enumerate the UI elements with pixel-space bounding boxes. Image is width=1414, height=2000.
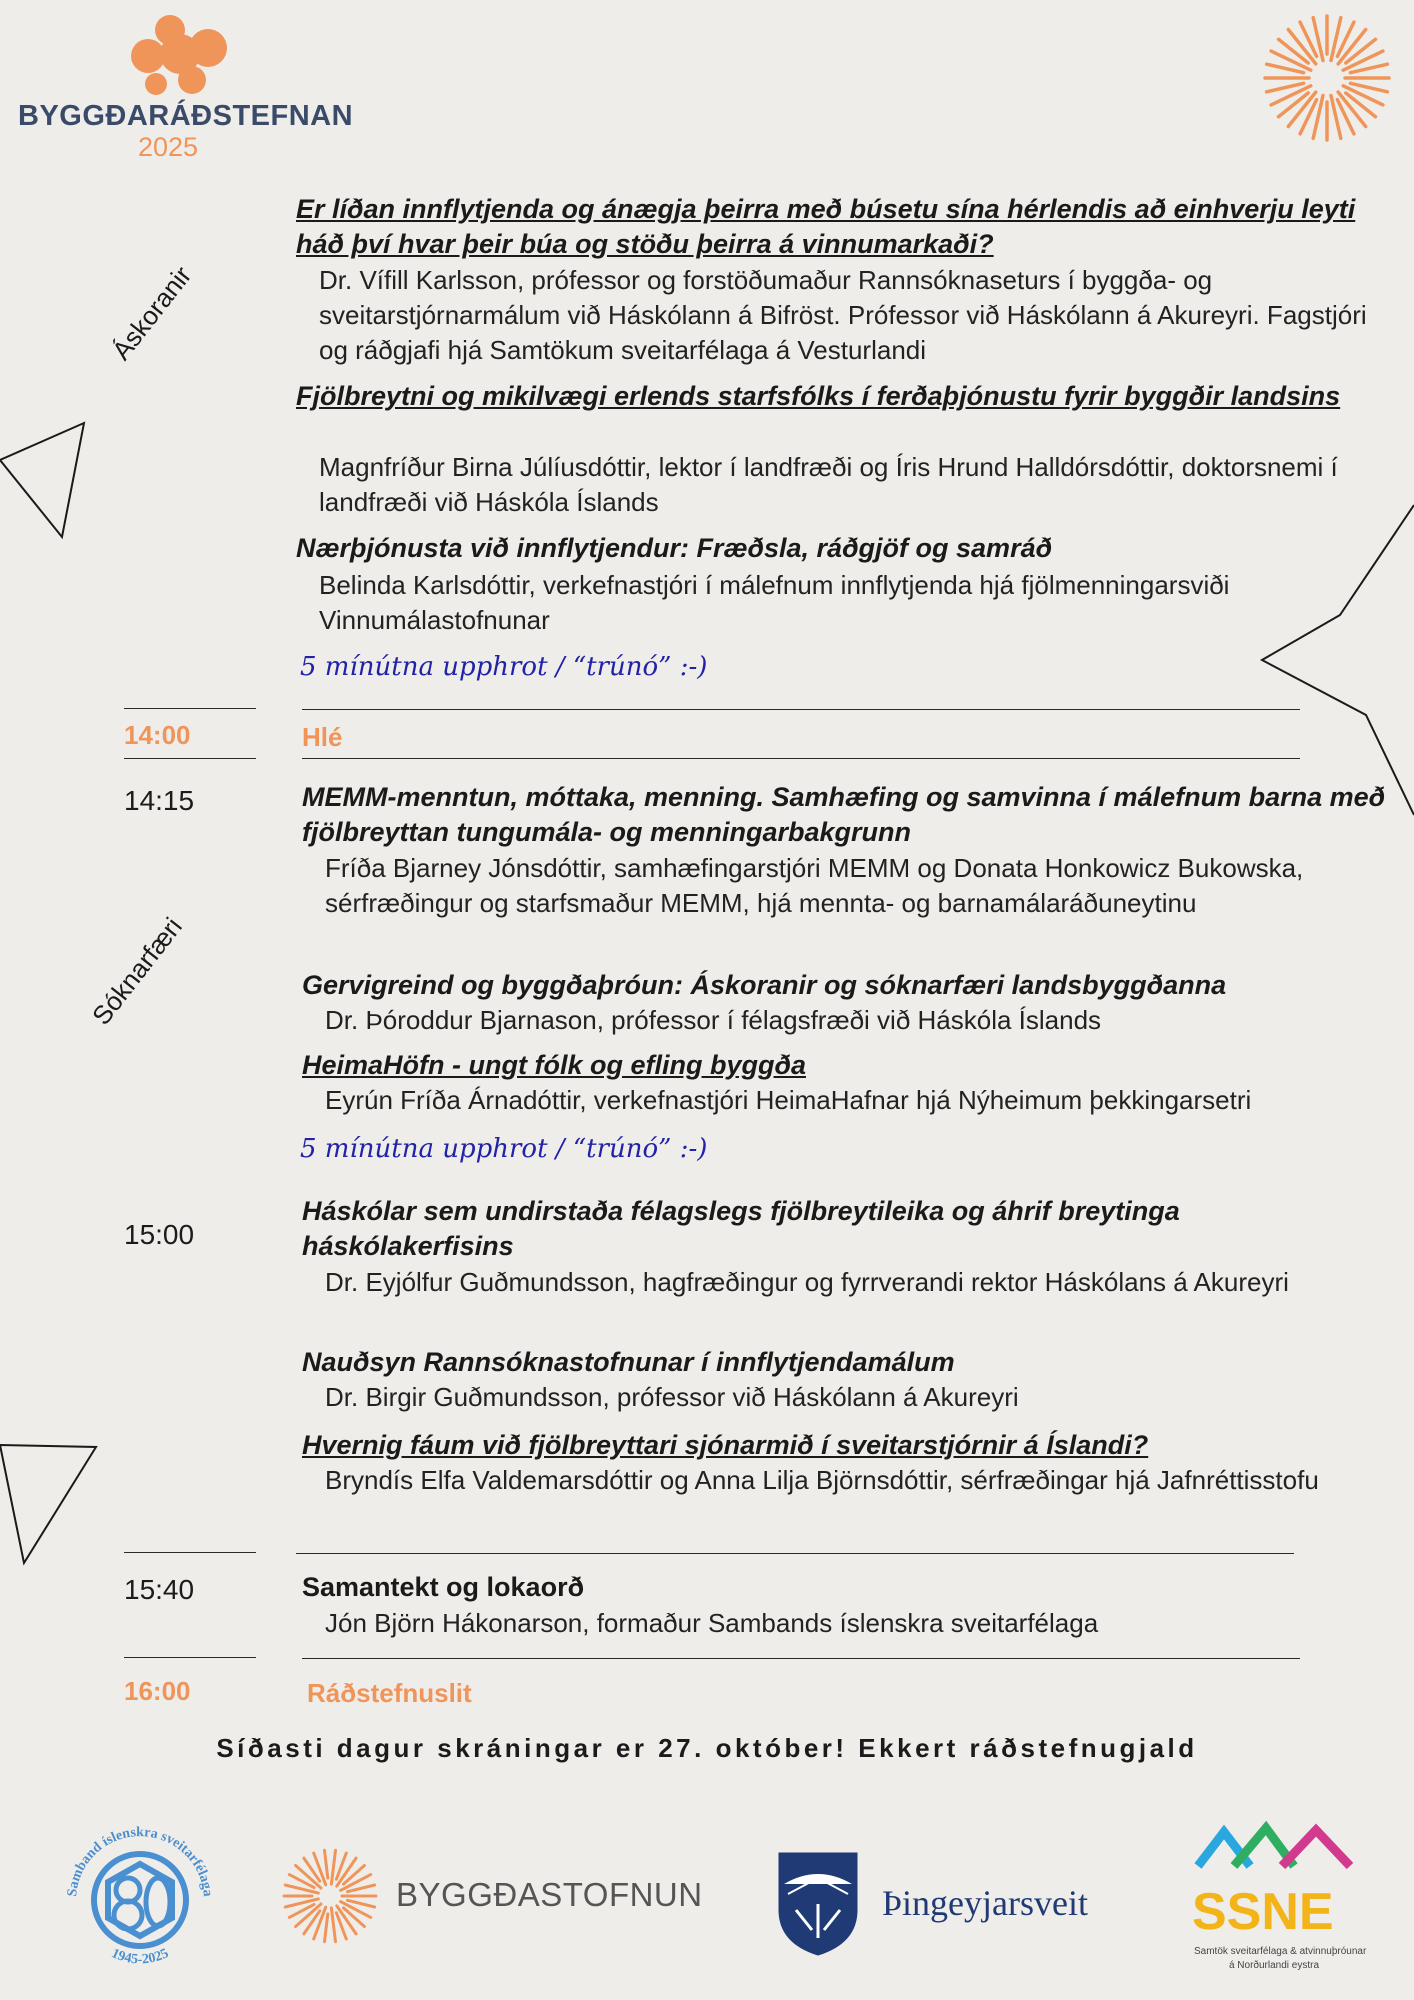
break-note: 5 mínútna upphrot / “trúnó” :-) <box>300 652 708 682</box>
rule <box>124 1657 256 1658</box>
talk-title: Hvernig fáum við fjölbreyttari sjónarmið í sveitarstjórnir á Íslandi? <box>302 1430 1149 1460</box>
triangle-outline-left-top <box>0 423 84 537</box>
closing-label: Ráðstefnuslit <box>307 1678 472 1708</box>
svg-text:1945-2025 <box>109 1946 171 1967</box>
talk-speaker: Eyrún Fríða Árnadóttir, verkefnastjóri HeimaHafnar hjá Nýheimum þekkingarsetri <box>325 1085 1252 1115</box>
byggdastofnun-sunburst-icon <box>280 1846 380 1946</box>
talk-speaker: Dr. Þóroddur Bjarnason, prófessor í félagsfræði við Háskóla Íslands <box>325 1005 1102 1035</box>
logo-byggdastofnun <box>280 1840 703 1950</box>
event-logo-year: 2025 <box>138 132 199 162</box>
time-1415: 14:15 <box>124 785 195 816</box>
talk-title: Er líðan innflytjenda og ánægja þeirra með búsetu sína hérlendis að einhverju leyti háð því hvar þeir búa og stöðu þeirra á vinnumarkaði? <box>296 194 1356 259</box>
talk-speaker: Bryndís Elfa Valdemarsdóttir og Anna Lilja Björnsdóttir, sérfræðingar hjá Jafnréttisstofu <box>325 1465 1319 1495</box>
time-1600: 16:00 <box>124 1676 191 1706</box>
ssne-subtitle-2: á Norðurlandi eystra <box>1228 1960 1320 1971</box>
section-label-soknarfaeri: Sóknarfæri <box>86 911 188 1031</box>
byggdastofnun-name: BYGGÐASTOFNUN <box>396 1876 703 1913</box>
triangle-outline-left-bottom <box>0 1445 96 1563</box>
logo-samband <box>60 1820 220 1980</box>
rule <box>296 1553 1294 1554</box>
talk-speaker: Dr. Birgir Guðmundsson, prófessor við Háskólann á Akureyri <box>325 1382 1019 1412</box>
talk-title: Háskólar sem undirstaða félagslegs fjölbreytileika og áhrif breytinga háskólakerfisins <box>302 1196 1180 1261</box>
talk-title: Gervigreind og byggðaþróun: Áskoranir og sóknarfæri landsbyggðanna <box>302 970 1227 1000</box>
break-note: 5 mínútna upphrot / “trúnó” :-) <box>300 1134 708 1164</box>
talk-speaker: Jón Björn Hákonarson, formaður Sambands íslenskra sveitarfélaga <box>325 1608 1099 1638</box>
sunburst-ray <box>325 1850 328 1878</box>
time-1400: 14:00 <box>124 720 191 750</box>
rule <box>124 708 256 709</box>
talk-speaker: Dr. Eyjólfur Guðmundsson, hagfræðingur og fyrrverandi rektor Háskólans á Akureyri <box>325 1267 1289 1297</box>
rule <box>302 709 1300 710</box>
talk-speaker: Dr. Vífill Karlsson, prófessor og forstöðumaður Rannsóknaseturs í byggða- og sveitarstjórnarmálum við Háskólann á Bifröst. Prófessor við Háskólann á Akureyri. Fagstjóri og ráðgjafi hjá Samtökum sveitarfélaga á Vesturlandi <box>319 265 1367 365</box>
talk-title: HeimaHöfn - ungt fólk og efling byggða <box>302 1050 806 1080</box>
sunburst-ray <box>325 1914 328 1942</box>
rule <box>124 1552 256 1553</box>
rule <box>302 1658 1300 1659</box>
talk-speaker: Magnfríður Birna Júlíusdóttir, lektor í landfræði og Íris Hrund Halldórsdóttir, doktorsnemi í landfræði við Háskóla Íslands <box>319 452 1338 517</box>
ssne-mountains-icon <box>1194 1818 1354 1888</box>
samband-emblem-icon <box>60 1820 220 1980</box>
thingeyjarsveit-shield-icon <box>776 1850 860 1956</box>
rule <box>124 758 256 759</box>
registration-notice: Síðasti dagur skráningar er 27. október! Ekkert ráðstefnugjald <box>216 1733 1198 1763</box>
samband-years: 1945-2025 <box>109 1946 171 1968</box>
logo-thingeyjarsveit <box>776 1850 1106 1960</box>
talk-title: MEMM-menntun, móttaka, menning. Samhæfing og samvinna í málefnum barna með fjölbreyttan tungumála- og menningarbakgrunn <box>302 782 1386 847</box>
time-1540: 15:40 <box>124 1574 195 1605</box>
break-label-hle: Hlé <box>302 722 343 752</box>
talk-title: Nærþjónusta við innflytjendur: Fræðsla, ráðgjöf og samráð <box>296 533 1053 563</box>
rule <box>302 758 1300 759</box>
talk-title: Samantekt og lokaorð <box>302 1572 585 1602</box>
samband-ring-text: Samband íslenskra sveitarfélaga <box>65 1825 215 1898</box>
sunburst-ray <box>331 1850 335 1884</box>
event-logo-name: BYGGÐARÁÐSTEFNAN <box>18 100 354 132</box>
ssne-name: SSNE <box>1192 1883 1334 1941</box>
thingeyjarsveit-name: Þingeyjarsveit <box>882 1883 1088 1923</box>
logo-ssne <box>1186 1818 1367 1988</box>
section-label-askoranir: Áskoranir <box>106 260 198 366</box>
sunburst-ray <box>331 1908 335 1942</box>
ssne-subtitle-1: Samtök sveitarfélaga & atvinnuþróunar <box>1194 1946 1367 1957</box>
sunburst-ray <box>344 1866 365 1885</box>
sunburst-ray <box>344 1908 365 1927</box>
talk-speaker: Belinda Karlsdóttir, verkefnastjóri í málefnum innflytjenda hjá fjölmenningarsviði Vinnumálastofnunar <box>319 570 1230 635</box>
time-1500: 15:00 <box>124 1219 195 1250</box>
talk-title: Nauðsyn Rannsóknastofnunar í innflytjendamálum <box>302 1347 955 1377</box>
talk-title: Fjölbreytni og mikilvægi erlends starfsfólks í ferðaþjónustu fyrir byggðir landsins <box>296 381 1341 411</box>
talk-speaker: Fríða Bjarney Jónsdóttir, samhæfingarstjóri MEMM og Donata Honkowicz Bukowska, sérfræðingur og starfsmaður MEMM, hjá mennta- og barnamálaráðuneytinu <box>325 853 1304 918</box>
